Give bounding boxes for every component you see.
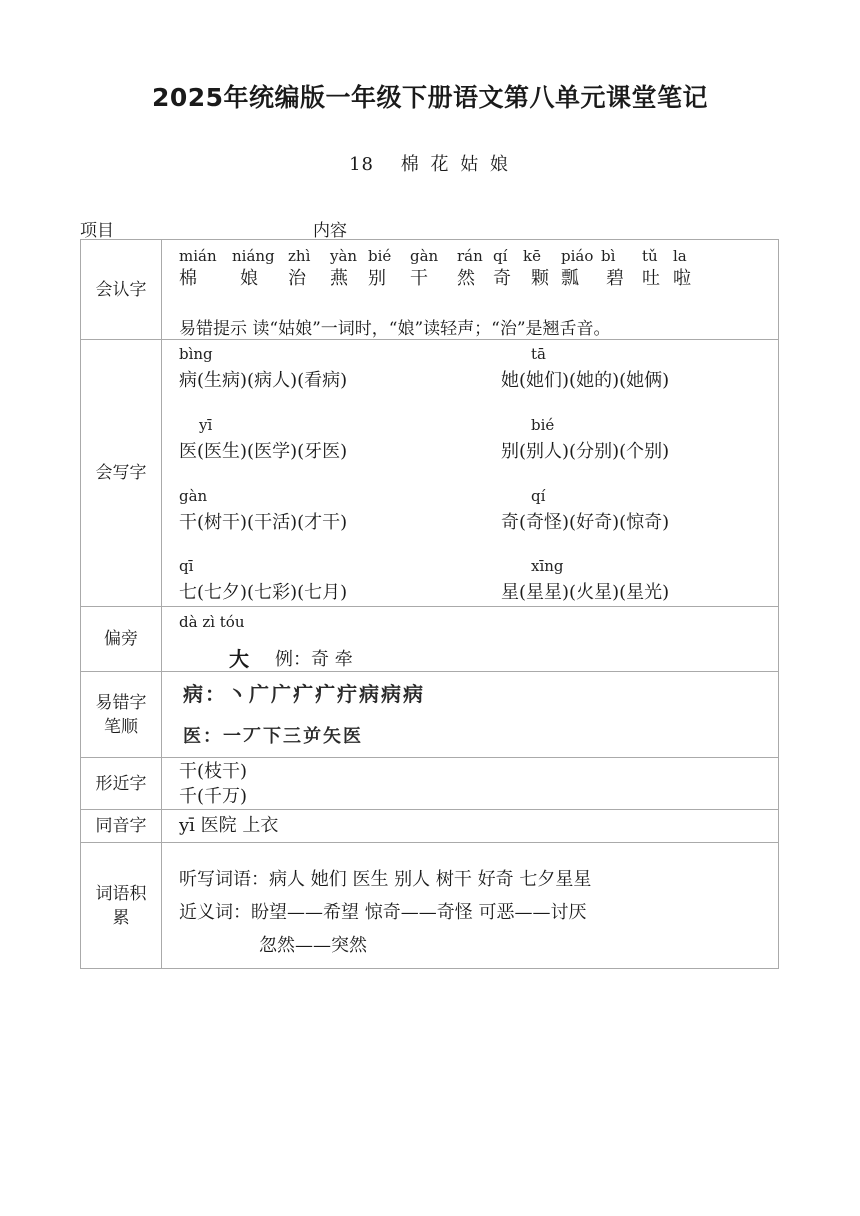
vocab-content: [162, 843, 779, 969]
pinyin: bié: [368, 247, 392, 265]
write-content: [162, 340, 779, 607]
recognize-char: [288, 246, 310, 292]
hanzi: 别: [368, 268, 386, 289]
radical-pinyin: dà zì tóu: [179, 613, 245, 631]
write-line: 医(医生)(医学)(牙医): [179, 441, 348, 462]
pinyin: qí: [531, 487, 546, 505]
write-line: 病(生病)(病人)(看病): [179, 370, 348, 391]
lesson-title-char: 娘: [489, 154, 509, 175]
document-title: 2025年统编版一年级下册语文第八单元课堂笔记: [151, 83, 709, 112]
write-item: [179, 415, 347, 465]
label-recognize: 会认字: [81, 240, 162, 340]
pinyin: zhì: [288, 247, 311, 265]
write-item: [501, 486, 669, 536]
similar-content: [162, 758, 779, 810]
pinyin: bì: [601, 247, 616, 265]
lesson-title-char: 姑: [460, 154, 480, 175]
pinyin: piáo: [561, 247, 594, 265]
label-vocab: [81, 843, 162, 969]
write-line: 星(星星)(火星)(星光): [501, 582, 670, 603]
pinyin: tā: [531, 345, 546, 363]
lesson-title-char: 花: [430, 154, 450, 175]
header-item: 项目: [80, 221, 114, 241]
synonyms: 近义词：盼望——希望 惊奇——奇怪 可恶——讨厌: [179, 902, 587, 923]
recognize-char: [330, 246, 357, 292]
write-item: [179, 486, 347, 536]
recognize-tip: 易错提示 读“姑娘”一词时，“娘”读轻声；“治”是翘舌音。: [179, 319, 611, 339]
hanzi: 颗: [531, 268, 549, 289]
pinyin: rán: [457, 247, 483, 265]
header-content: 内容: [313, 221, 347, 241]
recognize-char: [601, 246, 624, 292]
radical-example: 例：奇 牵: [275, 649, 353, 670]
recognize-char: [368, 246, 391, 292]
row-stroke-order: [81, 672, 779, 758]
recognize-char: [561, 246, 593, 292]
recognize-char: [523, 246, 549, 292]
pinyin: bìng: [179, 345, 213, 363]
write-item: [501, 415, 669, 465]
pinyin: xīng: [531, 557, 564, 575]
write-item: [501, 344, 669, 394]
dictation-words: 听写词语：病人 她们 医生 别人 树干 好奇 七夕星星: [179, 869, 592, 890]
hanzi: 然: [457, 268, 475, 289]
hanzi: 瓢: [561, 268, 579, 289]
write-item: [179, 556, 347, 606]
notes-table: [80, 239, 779, 969]
stroke-order-yi: 医：一丆下三屰矢医: [183, 726, 363, 747]
hanzi: 棉: [179, 268, 197, 289]
stroke-order-bing: 病：丶广广疒疒疔病病病: [183, 682, 425, 706]
lesson-number: 18: [349, 154, 374, 175]
hanzi: 碧: [606, 268, 624, 289]
write-line: 七(七夕)(七彩)(七月): [179, 582, 348, 603]
row-recognize: [81, 240, 779, 340]
pinyin: tǔ: [642, 247, 658, 265]
pinyin: gàn: [179, 487, 208, 505]
hanzi: 治: [288, 268, 306, 289]
recognize-char: [673, 246, 691, 292]
homophone-content: [162, 810, 779, 843]
write-item: [179, 344, 347, 394]
pinyin: la: [673, 247, 687, 265]
label-line: 词语积: [95, 883, 147, 904]
pinyin: niáng: [232, 247, 275, 265]
pinyin: bié: [531, 416, 555, 434]
recognize-char: [457, 246, 483, 292]
write-line: 奇(奇怪)(好奇)(惊奇): [501, 512, 670, 533]
recognize-char: [232, 246, 275, 292]
recognize-char: [642, 246, 660, 292]
radical-content: [162, 607, 779, 672]
hanzi: 啦: [673, 268, 691, 289]
hanzi: 干: [410, 268, 428, 289]
row-radical: [81, 607, 779, 672]
similar-line: 千(千万): [179, 786, 248, 807]
pinyin: mián: [179, 247, 217, 265]
recognize-char: [493, 246, 511, 292]
label-line: 易错字: [95, 692, 147, 713]
homophone-text: yī 医院 上衣: [179, 815, 279, 836]
hanzi: 奇: [493, 268, 511, 289]
pinyin: gàn: [410, 247, 439, 265]
synonyms-continued: 忽然——突然: [259, 935, 367, 956]
label-similar: 形近字: [81, 758, 162, 810]
row-homophone: [81, 810, 779, 843]
write-line: 干(树干)(干活)(才干): [179, 512, 348, 533]
label-line: 笔顺: [104, 716, 138, 737]
label-write: 会写字: [81, 340, 162, 607]
lesson-title: [0, 150, 860, 176]
hanzi: 燕: [330, 268, 348, 289]
hanzi: 吐: [642, 268, 660, 289]
pinyin: qī: [179, 557, 194, 575]
label-radical: 偏旁: [81, 607, 162, 672]
label-stroke-order: [81, 672, 162, 758]
stroke-content: [162, 672, 779, 758]
radical-glyph: 大: [229, 647, 249, 671]
write-line: 别(别人)(分别)(个别): [501, 441, 670, 462]
pinyin: qí: [493, 247, 508, 265]
lesson-title-char: 棉: [400, 154, 420, 175]
pinyin: yī: [199, 416, 213, 434]
label-homophone: 同音字: [81, 810, 162, 843]
hanzi: 娘: [240, 268, 258, 289]
write-line: 她(她们)(她的)(她俩): [501, 370, 670, 391]
recognize-char: [410, 246, 438, 292]
row-vocab: [81, 843, 779, 969]
write-item: [501, 556, 669, 606]
recognize-char: [179, 246, 217, 292]
row-similar: [81, 758, 779, 810]
label-line: 累: [112, 907, 130, 928]
row-write: [81, 340, 779, 607]
recognize-content: [162, 240, 779, 340]
pinyin: yàn: [330, 247, 358, 265]
similar-line: 干(枝干): [179, 761, 248, 782]
pinyin: kē: [523, 247, 541, 265]
